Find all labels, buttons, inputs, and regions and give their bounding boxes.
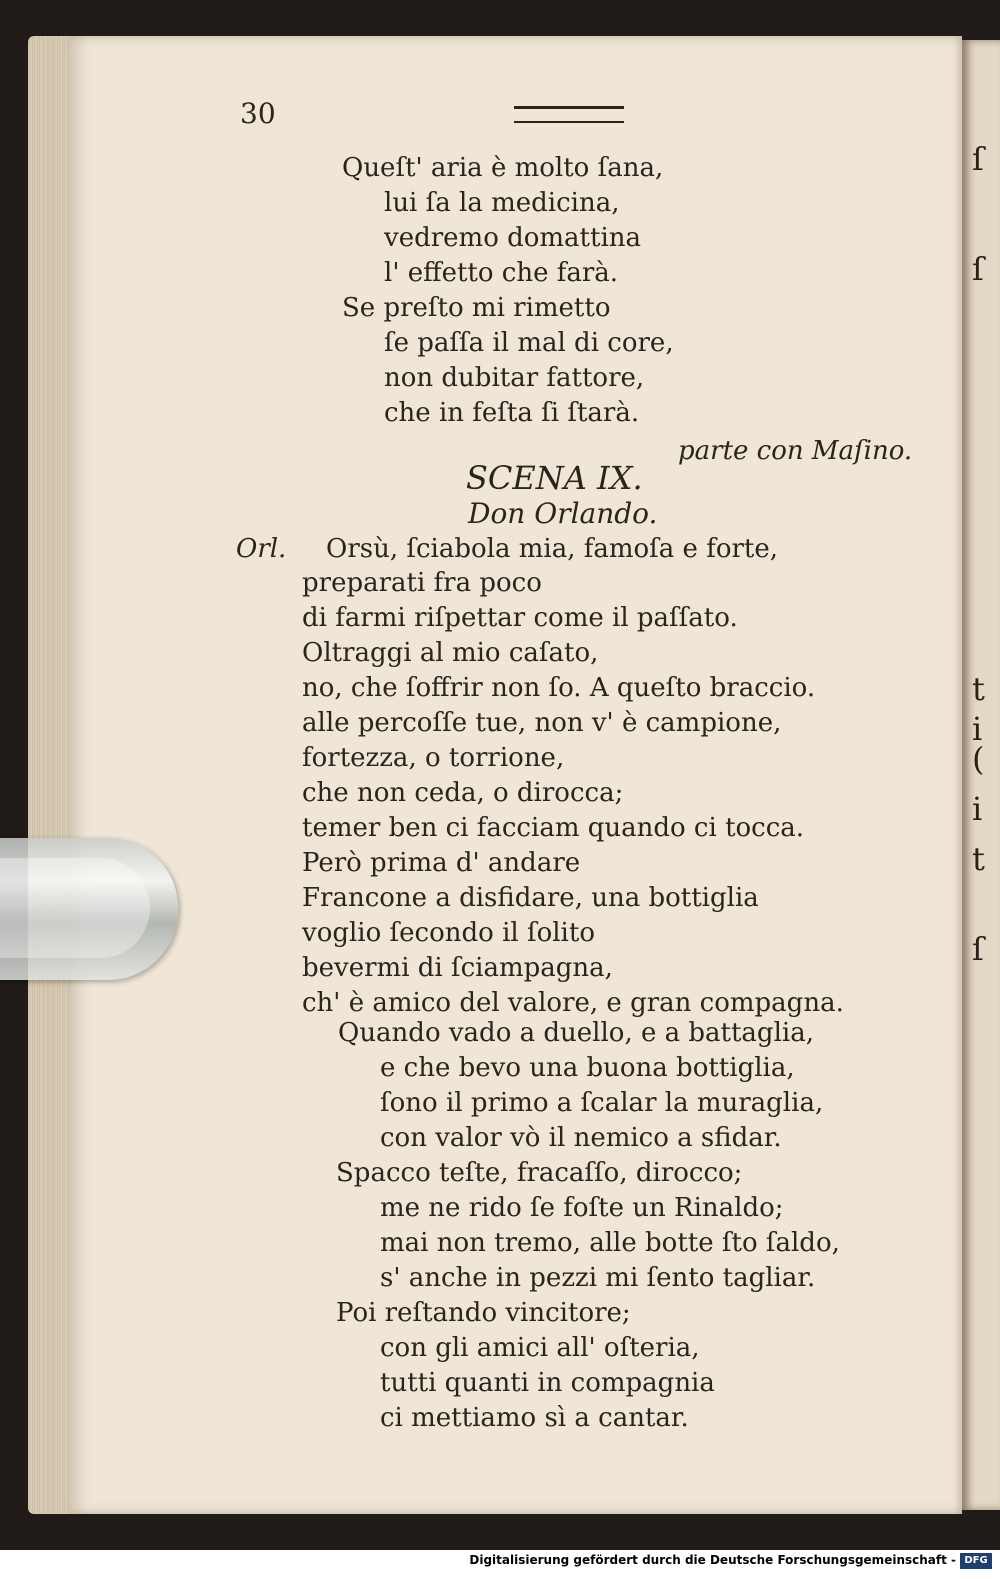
aria2-line: s' anche in pezzi mi ſento tagliar. [380,1263,816,1293]
aria2-line: me ne rido ſe foſte un Rinaldo; [380,1193,784,1223]
aria2-line: ci mettiamo sì a cantar. [380,1403,689,1433]
recitative-line: Francone a disfidare, una bottiglia [302,883,759,913]
aria2-line: con valor vò il nemico a sfidar. [380,1123,782,1153]
next-page-glyph: t [972,840,985,878]
aria1-line: lui ſa la medicina, [384,188,620,218]
next-page-glyph: ſ [972,930,984,968]
next-page-glyph: ſ [972,140,984,178]
dfg-logo: DFG [960,1553,992,1569]
aria1-line: l' effetto che farà. [384,258,619,288]
recitative-line: alle percoſſe tue, non v' è campione, [302,708,782,738]
page-number: 30 [240,97,276,130]
next-page-glyph: ( [972,740,985,778]
recitative-line: Orsù, ſciabola mia, famoſa e forte, [326,534,779,564]
recitative-line: fortezza, o torrione, [302,743,565,773]
recitative-line: temer ben ci facciam quando ci tocca. [302,813,805,843]
aria1-line: che in feſta ſi ſtarà. [384,398,640,428]
recitative-line: ch' è amico del valore, e gran compagna. [302,988,844,1018]
aria2-line: Quando vado a duello, e a battaglia, [338,1018,814,1048]
scene-character: Don Orlando. [468,497,658,530]
aria2-line: tutti quanti in compagnia [380,1368,715,1398]
glass-clip-highlight [0,858,150,958]
aria1-line: ſe paſſa il mal di core, [384,328,674,358]
next-page-glyph: i [972,710,983,748]
aria2-line: ſono il primo a ſcalar la muraglia, [380,1088,824,1118]
aria2-line: Poi reſtando vincitore; [336,1298,631,1328]
recitative-line: Oltraggi al mio caſato, [302,638,599,668]
aria1-line: vedremo domattina [384,223,642,253]
aria1-line: non dubitar fattore, [384,363,645,393]
next-page-glyph: i [972,790,983,828]
recitative-line: no, che ſoffrir non ſo. A queſto braccio. [302,673,816,703]
recitative-line: voglio ſecondo il ſolito [302,918,595,948]
aria2-line: con gli amici all' oſteria, [380,1333,700,1363]
stage-direction: parte con Maſino. [678,436,913,466]
recitative-line: preparati fra poco [302,568,542,598]
recitative-line: Però prima d' andare [302,848,581,878]
speaker-label: Orl. [236,534,287,564]
aria2-line: e che bevo una buona bottiglia, [380,1053,795,1083]
aria2-line: Spacco teſte, fracaſſo, dirocco; [336,1158,743,1188]
scene-heading: SCENA IX. [466,459,643,497]
recitative-line: bevermi di ſciampagna, [302,953,613,983]
aria1-line: Queſt' aria è molto ſana, [342,153,664,183]
recitative-line: di farmi riſpettar come il paſſato. [302,603,738,633]
aria2-line: mai non tremo, alle botte ſto ſaldo, [380,1228,840,1258]
aria1-line: Se preſto mi rimetto [342,293,611,323]
next-page-glyph: ſ [972,250,984,288]
next-page-glyph: t [972,670,985,708]
footer-credit: Digitalisierung gefördert durch die Deutsche Forschungsgemeinschaft - [469,1553,956,1567]
header-rule [514,106,624,123]
recitative-line: che non ceda, o dirocca; [302,778,624,808]
